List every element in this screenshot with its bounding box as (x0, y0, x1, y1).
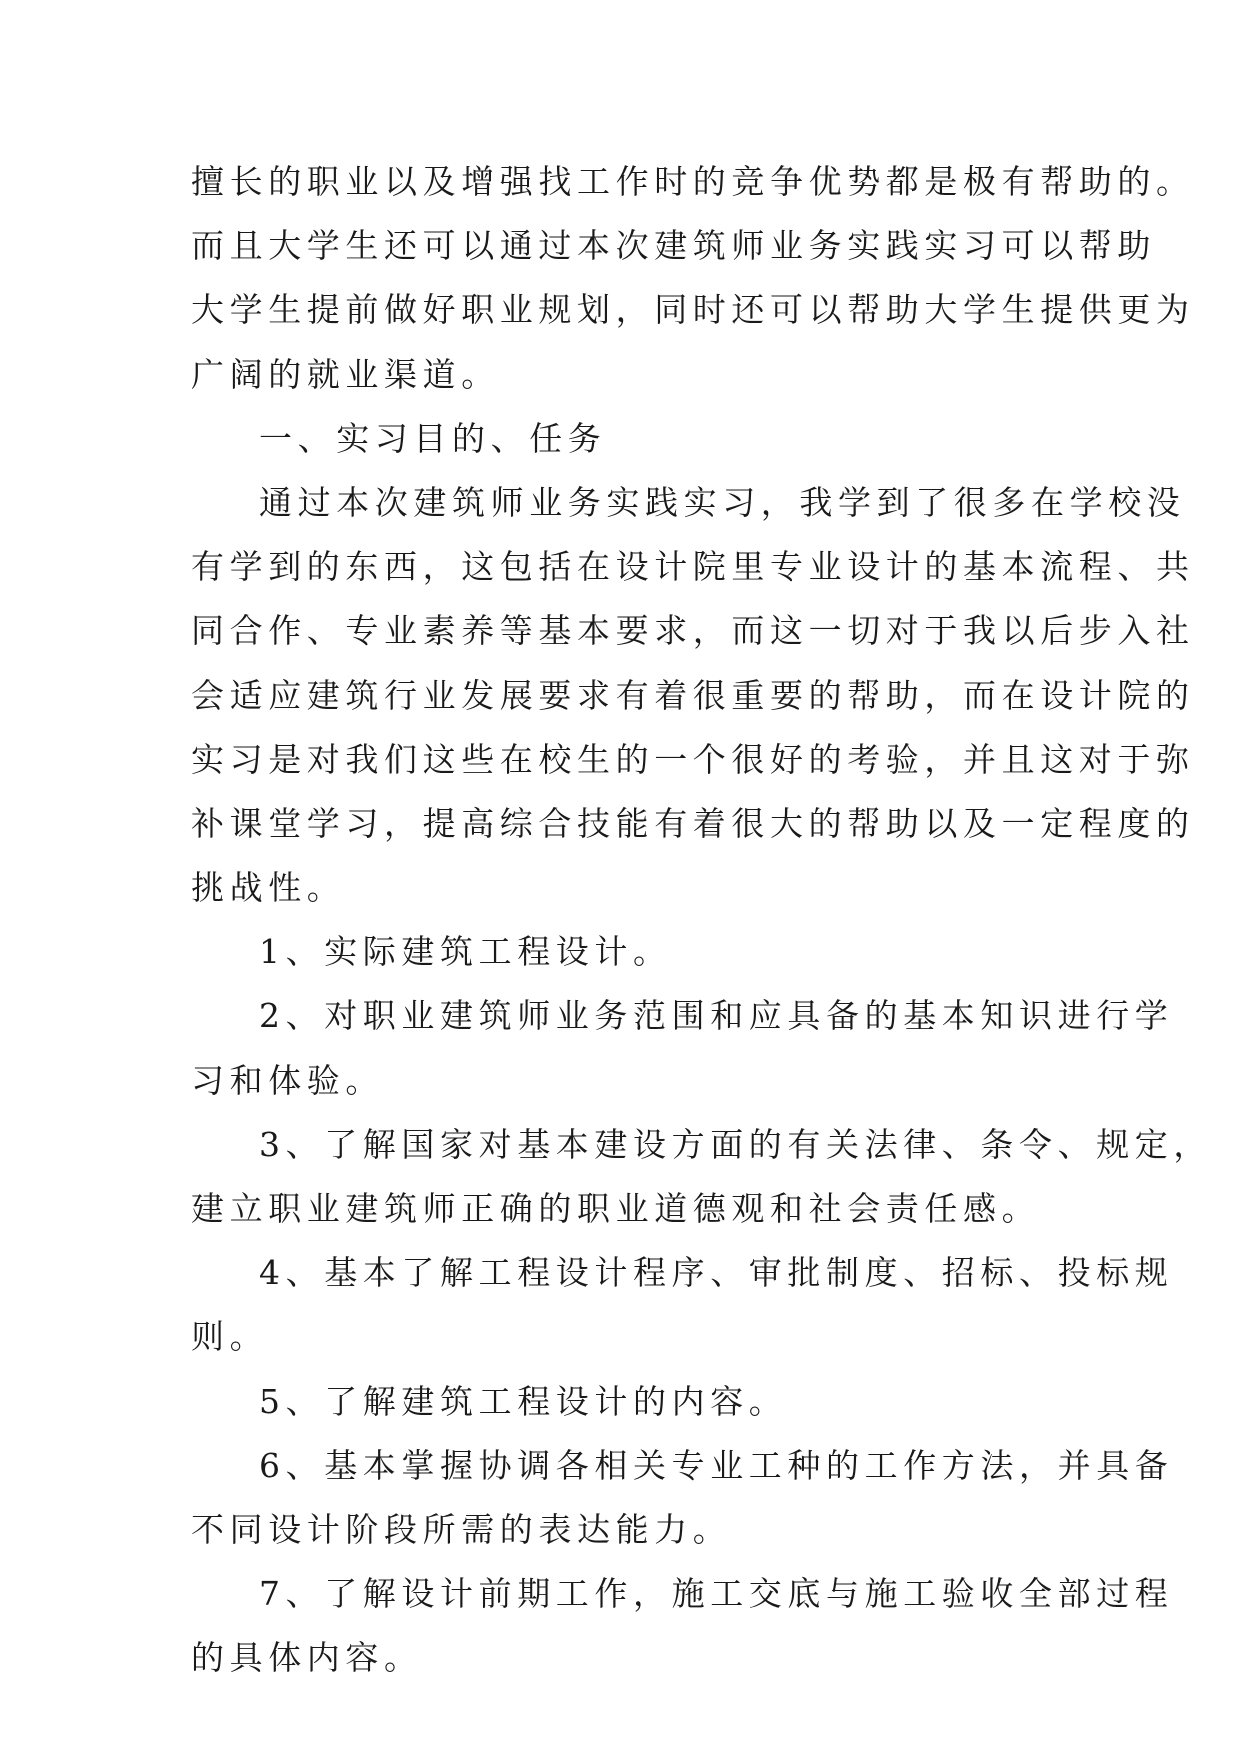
text-line: 大学生提前做好职业规划，同时还可以帮助大学生提供更为 (191, 290, 1195, 330)
text-line: 擅长的职业以及增强找工作时的竞争优势都是极有帮助的。 (191, 162, 1195, 201)
text-line: 广阔的就业渠道。 (191, 354, 500, 394)
text-line: 的具体内容。 (191, 1638, 423, 1678)
text-line: 有学到的东西，这包括在设计院里专业设计的基本流程、共 (191, 547, 1195, 587)
list-item: 4、基本了解工程设计程序、审批制度、招标、投标规 (259, 1253, 1174, 1293)
text-line: 不同设计阶段所需的表达能力。 (191, 1509, 732, 1549)
document-body (191, 150, 1212, 1691)
section-heading: 一、实习目的、任务 (259, 418, 607, 458)
list-item: 3、了解国家对基本建设方面的有关法律、条令、规定， (259, 1124, 1212, 1164)
text-line: 建立职业建筑师正确的职业道德观和社会责任感。 (191, 1189, 1041, 1228)
list-item: 2、对职业建筑师业务范围和应具备的基本知识进行学 (259, 996, 1174, 1036)
text-line: 而且大学生还可以通过本次建筑师业务实践实习可以帮助 (191, 226, 1156, 266)
list-item: 1、实际建筑工程设计。 (259, 932, 672, 972)
text-line: 同合作、专业素养等基本要求，而这一切对于我以后步入社 (191, 611, 1195, 651)
list-item: 6、基本掌握协调各相关专业工种的工作方法，并具备 (259, 1445, 1174, 1485)
text-line: 补课堂学习，提高综合技能有着很大的帮助以及一定程度的 (191, 803, 1195, 843)
text-line: 挑战性。 (191, 868, 346, 908)
list-item: 5、了解建筑工程设计的内容。 (259, 1381, 788, 1421)
text-line: 通过本次建筑师业务实践实习，我学到了很多在学校没 (259, 482, 1186, 522)
text-line: 实习是对我们这些在校生的一个很好的考验，并且这对于弥 (191, 739, 1195, 779)
text-line: 习和体验。 (191, 1060, 384, 1100)
text-line: 会适应建筑行业发展要求有着很重要的帮助，而在设计院的 (191, 675, 1195, 715)
text-line: 则。 (191, 1317, 269, 1357)
list-item: 7、了解设计前期工作，施工交底与施工验收全部过程 (259, 1574, 1174, 1614)
